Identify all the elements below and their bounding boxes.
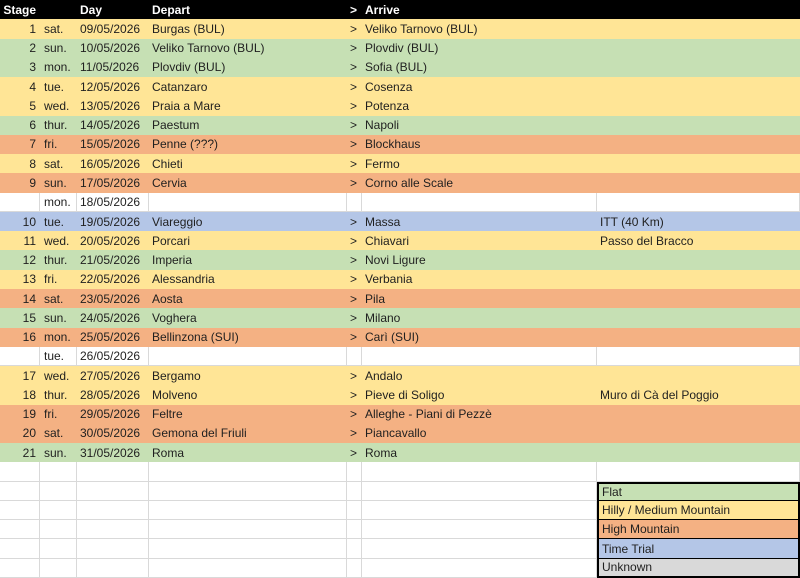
note-cell[interactable] [597,405,800,424]
day-cell[interactable] [40,482,77,501]
arrow-cell[interactable]: > [350,156,358,171]
arrive-cell[interactable]: Andalo [365,368,403,383]
arrow-cell[interactable]: > [350,233,358,248]
arrow-cell[interactable]: > [350,330,358,345]
stage-cell[interactable]: 19 [22,407,36,422]
date-cell[interactable] [77,462,149,481]
day-cell[interactable]: sun. [44,41,67,56]
date-cell[interactable]: 18/05/2026 [77,193,149,212]
depart-cell[interactable]: Praia a Mare [152,98,221,113]
day-cell[interactable]: thur. [44,387,68,402]
arrow-cell[interactable]: > [350,214,358,229]
note-cell[interactable] [597,443,800,462]
day-cell[interactable]: tue. [44,79,65,94]
arrive-cell[interactable]: Pila [365,291,386,306]
arrive-cell[interactable] [362,193,597,212]
date-cell[interactable]: 19/05/2026 [80,214,141,229]
stage-row [0,77,800,96]
depart-cell[interactable]: Feltre [152,407,183,422]
arrow-cell[interactable] [347,462,362,481]
arrow-cell[interactable] [347,193,362,212]
legend-row [0,539,800,558]
arrive-cell[interactable] [362,462,597,481]
depart-cell[interactable]: Voghera [152,310,197,325]
date-cell[interactable]: 24/05/2026 [80,310,141,325]
arrive-cell[interactable]: Chiavari [365,233,410,248]
date-cell[interactable]: 13/05/2026 [80,98,141,113]
depart-cell[interactable]: Viareggio [152,214,203,229]
day-cell[interactable]: mon. [44,60,71,75]
legend-row [0,501,800,520]
stage-cell[interactable]: 1 [29,21,36,36]
arrive-cell[interactable]: Roma [365,445,398,460]
stage-cell[interactable]: 10 [22,214,36,229]
arrive-cell[interactable]: Carì (SUI) [365,330,419,345]
stage-cell[interactable]: 7 [29,137,36,152]
day-cell[interactable]: thur. [44,253,68,268]
stage-cell[interactable] [0,559,40,578]
stage-cell[interactable]: 18 [22,387,36,402]
sheet-body [0,19,800,578]
date-cell[interactable]: 30/05/2026 [80,426,141,441]
legend-row [0,520,800,539]
stage-row [0,212,800,231]
date-cell[interactable]: 14/05/2026 [80,118,141,133]
stage-row [0,19,800,38]
arrow-cell[interactable]: > [350,368,358,383]
empty-row [0,462,800,481]
arrow-cell[interactable] [347,347,362,366]
note-cell[interactable]: Muro di Cà del Poggio [600,387,719,402]
arrow-cell[interactable]: > [350,253,358,268]
depart-cell[interactable]: Plovdiv (BUL) [152,60,226,75]
depart-cell[interactable]: Catanzaro [152,79,208,94]
date-cell[interactable]: 17/05/2026 [80,176,141,191]
stage-cell[interactable]: 4 [29,79,36,94]
arrive-cell[interactable] [362,347,597,366]
stage-row [0,116,800,135]
stage-cell[interactable]: 17 [22,368,36,383]
date-cell[interactable] [77,501,149,520]
depart-cell[interactable]: Veliko Tarnovo (BUL) [152,41,265,56]
depart-cell[interactable] [149,559,347,578]
arrive-cell[interactable]: Sofia (BUL) [365,60,428,75]
stage-cell[interactable]: 2 [29,41,36,56]
date-cell[interactable]: 12/05/2026 [80,79,141,94]
stage-cell[interactable]: 13 [22,272,36,287]
date-cell[interactable] [77,520,149,539]
stage-cell[interactable]: 14 [22,291,36,306]
col-header-depart[interactable]: Depart [152,2,191,17]
depart-cell[interactable] [149,462,347,481]
stage-row [0,39,800,58]
arrow-cell[interactable]: > [350,291,358,306]
depart-cell[interactable]: Alessandria [152,272,215,287]
note-cell[interactable] [597,250,800,269]
arrow-cell[interactable]: > [350,426,358,441]
depart-cell[interactable]: Bergamo [152,368,201,383]
arrow-cell[interactable]: > [350,272,358,287]
depart-cell[interactable]: Cervia [152,176,187,191]
date-cell[interactable]: 27/05/2026 [80,368,141,383]
depart-cell[interactable]: Roma [152,445,185,460]
note-cell[interactable] [597,308,800,327]
note-cell[interactable] [597,328,800,347]
note-cell[interactable] [597,366,800,385]
depart-cell[interactable]: Molveno [152,387,198,402]
date-cell[interactable]: 25/05/2026 [80,330,141,345]
arrow-cell[interactable]: > [350,98,358,113]
arrow-cell[interactable]: > [350,387,358,402]
date-cell[interactable]: 21/05/2026 [80,253,141,268]
day-cell[interactable]: sun. [44,310,67,325]
stage-cell[interactable]: 21 [22,445,36,460]
depart-cell[interactable] [149,520,347,539]
day-cell[interactable]: wed. [44,233,70,248]
day-cell[interactable]: sun. [44,445,67,460]
legend-row [0,559,800,578]
date-cell[interactable]: 09/05/2026 [80,21,141,36]
day-cell[interactable]: wed. [44,368,70,383]
arrow-cell[interactable]: > [350,21,358,36]
stage-row [0,173,800,192]
note-cell[interactable] [597,39,800,58]
arrive-cell[interactable]: Cosenza [365,79,413,94]
date-cell[interactable] [77,559,149,578]
arrive-cell[interactable]: Verbania [365,272,413,287]
arrive-cell[interactable]: Napoli [365,118,400,133]
note-cell[interactable] [597,462,800,481]
stage-row [0,385,800,404]
stage-row [0,308,800,327]
arrive-cell[interactable]: Fermo [365,156,400,171]
date-cell[interactable]: 23/05/2026 [80,291,141,306]
depart-cell[interactable]: Penne (???) [152,137,219,152]
day-cell[interactable]: tue. [40,347,77,366]
arrive-cell[interactable]: Corno alle Scale [365,176,454,191]
date-cell[interactable]: 20/05/2026 [80,233,141,248]
note-cell[interactable]: Passo del Bracco [600,233,694,248]
day-cell[interactable]: sun. [44,176,67,191]
note-cell[interactable] [597,173,800,192]
stage-cell[interactable] [0,539,40,558]
stage-cell[interactable] [0,193,40,212]
col-header-arrive[interactable]: Arrive [365,2,400,17]
arrow-cell[interactable]: > [350,118,358,133]
date-cell[interactable]: 26/05/2026 [77,347,149,366]
legend-item-unknown[interactable]: Unknown [597,559,800,578]
stage-row [0,424,800,443]
day-cell[interactable]: thur. [44,118,68,133]
stage-row [0,96,800,115]
stage-cell[interactable]: 20 [22,426,36,441]
col-header-day[interactable]: Day [80,2,103,17]
day-cell[interactable]: sat. [44,426,64,441]
date-cell[interactable]: 16/05/2026 [80,156,141,171]
stage-row [0,250,800,269]
stage-cell[interactable]: 6 [29,118,36,133]
col-header-arrow[interactable]: > [350,2,358,17]
stage-cell[interactable]: 5 [29,98,36,113]
stage-cell[interactable]: 16 [22,330,36,345]
day-cell[interactable]: sat. [44,21,64,36]
date-cell[interactable]: 31/05/2026 [80,445,141,460]
stage-row [0,135,800,154]
day-cell[interactable]: fri. [44,137,58,152]
stage-row [0,289,800,308]
stage-cell[interactable] [0,462,40,481]
note-cell[interactable] [597,77,800,96]
arrow-cell[interactable] [347,559,362,578]
depart-cell[interactable]: Imperia [152,253,193,268]
depart-cell[interactable] [149,193,347,212]
note-cell[interactable] [597,193,800,212]
col-header-dayname[interactable] [40,0,77,19]
stage-row [0,443,800,462]
arrive-cell[interactable] [362,559,597,578]
stage-row [0,405,800,424]
stage-cell[interactable]: 11 [23,233,36,248]
arrow-cell[interactable] [347,520,362,539]
stage-cell[interactable] [0,347,40,366]
stage-cell[interactable] [0,520,40,539]
depart-cell[interactable]: Chieti [152,156,183,171]
note-cell[interactable] [597,19,800,38]
date-cell[interactable] [77,539,149,558]
stage-row [0,58,800,77]
note-cell[interactable]: ITT (40 Km) [600,214,664,229]
depart-cell[interactable]: Gemona del Friuli [152,426,247,441]
stage-cell[interactable]: 12 [22,253,36,268]
arrow-cell[interactable]: > [350,41,358,56]
depart-cell[interactable] [149,539,347,558]
depart-cell[interactable]: Aosta [152,291,183,306]
arrow-cell[interactable]: > [350,79,358,94]
date-cell[interactable]: 10/05/2026 [80,41,141,56]
day-cell[interactable] [40,501,77,520]
arrive-cell[interactable] [362,501,597,520]
day-cell[interactable] [40,539,77,558]
note-cell[interactable] [597,347,800,366]
date-cell[interactable]: 29/05/2026 [80,407,141,422]
day-cell[interactable]: sat. [44,291,64,306]
day-cell[interactable] [40,462,77,481]
arrow-cell[interactable]: > [350,176,358,191]
day-cell[interactable]: fri. [44,407,58,422]
arrow-cell[interactable] [347,482,362,501]
note-cell[interactable] [597,270,800,289]
date-cell[interactable]: 15/05/2026 [80,137,141,152]
note-cell[interactable] [597,424,800,443]
stage-row [0,154,800,173]
depart-cell[interactable] [149,501,347,520]
day-cell[interactable] [40,559,77,578]
arrive-cell[interactable]: Plovdiv (BUL) [365,41,439,56]
date-cell[interactable]: 28/05/2026 [80,387,141,402]
stage-row [0,270,800,289]
stage-cell[interactable] [0,501,40,520]
stage-cell[interactable]: 9 [29,176,36,191]
stage-cell[interactable] [0,482,40,501]
legend-item-high[interactable]: High Mountain [597,520,800,539]
day-cell[interactable]: fri. [44,272,58,287]
day-cell[interactable]: mon. [44,330,71,345]
stage-row [0,366,800,385]
arrow-cell[interactable] [347,539,362,558]
day-cell[interactable]: mon. [40,193,77,212]
arrive-cell[interactable]: Pieve di Soligo [365,387,445,402]
depart-cell[interactable]: Paestum [152,118,200,133]
arrow-cell[interactable]: > [350,60,358,75]
day-cell[interactable] [40,520,77,539]
arrive-cell[interactable]: Milano [365,310,401,325]
depart-cell[interactable] [149,347,347,366]
stage-cell[interactable]: 15 [22,310,36,325]
arrive-cell[interactable] [362,482,597,501]
date-cell[interactable] [77,482,149,501]
stage-row [0,231,800,250]
arrow-cell[interactable]: > [350,445,358,460]
day-cell[interactable]: sat. [44,156,64,171]
arrive-cell[interactable]: Massa [365,214,401,229]
stage-cell[interactable]: 8 [29,156,36,171]
depart-cell[interactable]: Bellinzona (SUI) [152,330,239,345]
arrive-cell[interactable]: Alleghe - Piani di Pezzè [365,407,492,422]
legend-item-hilly[interactable]: Hilly / Medium Mountain [597,501,800,520]
legend-item-flat[interactable]: Flat [597,482,800,501]
rest-day-row [0,193,800,212]
header-row [0,0,800,19]
note-cell[interactable] [597,289,800,308]
arrive-cell[interactable]: Potenza [365,98,410,113]
arrive-cell[interactable]: Blockhaus [365,137,421,152]
note-cell[interactable] [597,58,800,77]
arrow-cell[interactable]: > [350,310,358,325]
arrow-cell[interactable]: > [350,137,358,152]
col-header-note[interactable] [597,0,800,19]
date-cell[interactable]: 11/05/2026 [80,60,140,75]
rest-day-row [0,347,800,366]
note-cell[interactable] [597,96,800,115]
legend-row [0,482,800,501]
arrive-cell[interactable]: Novi Ligure [365,253,426,268]
stage-cell[interactable]: 3 [29,60,36,75]
depart-cell[interactable]: Burgas (BUL) [152,21,225,36]
note-cell[interactable] [597,116,800,135]
legend-item-tt[interactable]: Time Trial [597,539,800,558]
arrow-cell[interactable] [347,501,362,520]
arrive-cell[interactable]: Veliko Tarnovo (BUL) [365,21,478,36]
depart-cell[interactable] [149,482,347,501]
arrive-cell[interactable] [362,520,597,539]
depart-cell[interactable]: Porcari [152,233,191,248]
note-cell[interactable] [597,135,800,154]
note-cell[interactable] [597,154,800,173]
col-header-stage[interactable]: Stage [3,2,36,17]
arrive-cell[interactable] [362,539,597,558]
arrive-cell[interactable]: Piancavallo [365,426,427,441]
day-cell[interactable]: wed. [44,98,70,113]
date-cell[interactable]: 22/05/2026 [80,272,141,287]
day-cell[interactable]: tue. [44,214,65,229]
stage-row [0,328,800,347]
arrow-cell[interactable]: > [350,407,358,422]
